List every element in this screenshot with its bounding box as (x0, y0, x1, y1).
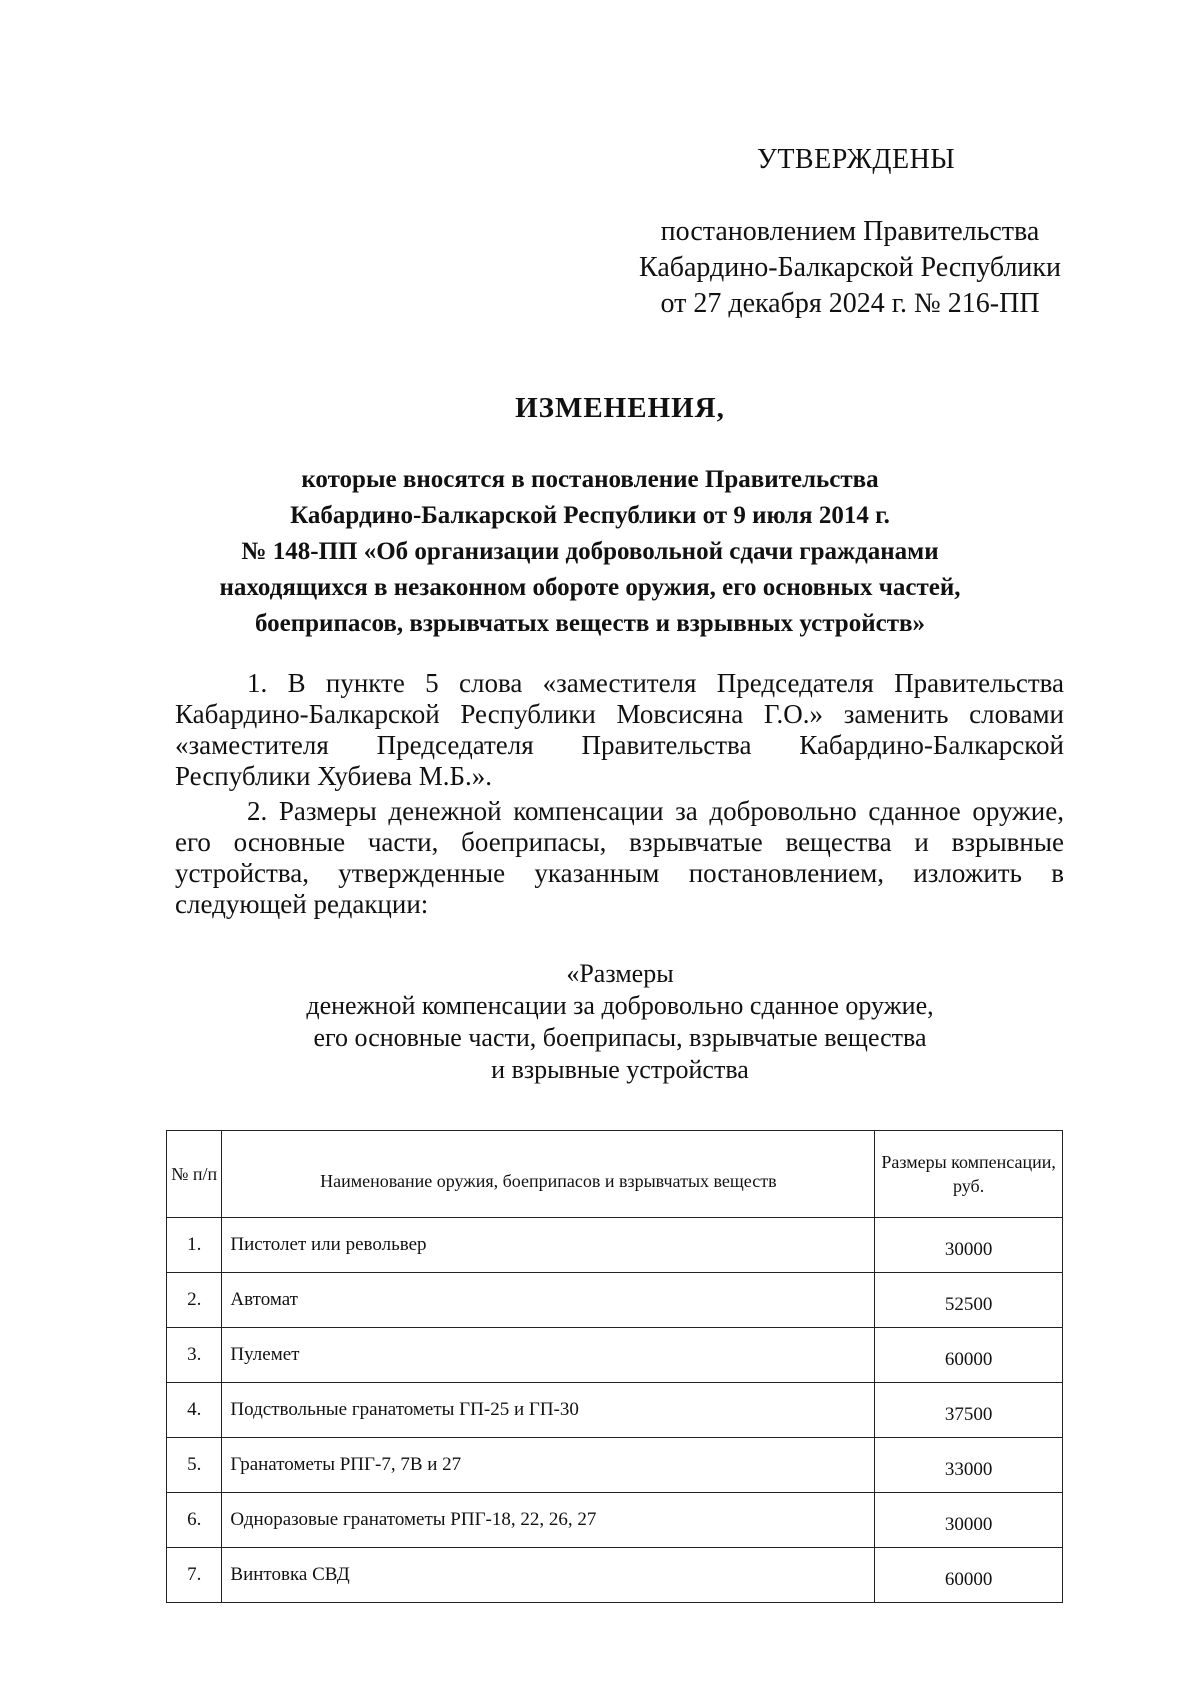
subtitle-line: № 148-ПП «Об организации добровольной сдачи гражданами (241, 538, 939, 565)
table-row (167, 1438, 1063, 1493)
row-num: 2. (167, 1273, 222, 1328)
row-num: 3. (167, 1328, 222, 1383)
row-value: 37500 (875, 1383, 1063, 1438)
row-name: Гранатометы РПГ-7, 7В и 27 (222, 1438, 875, 1493)
subtitle-line: находящихся в незаконном обороте оружия, его основных частей, (219, 574, 961, 601)
row-name: Пулемет (222, 1328, 875, 1383)
caption-line: денежной компенсации за добровольно сданное оружие, (306, 991, 934, 1020)
header-value: Размеры компенсации, руб. (875, 1131, 1063, 1218)
row-num: 7. (167, 1548, 222, 1603)
row-value: 52500 (875, 1273, 1063, 1328)
subtitle-line: боеприпасов, взрывчатых веществ и взрывных устройств» (254, 610, 925, 637)
row-name: Винтовка СВД (222, 1548, 875, 1603)
caption-line: «Размеры (566, 959, 674, 988)
document-title: ИЗМЕНЕНИЯ, (515, 392, 725, 424)
table-row (167, 1493, 1063, 1548)
row-name: Автомат (222, 1273, 875, 1328)
subtitle-line: которые вносятся в постановление Правительства (301, 466, 879, 493)
table-row (167, 1383, 1063, 1438)
paragraph-2: 2. Размеры денежной компенсации за добровольно сданное оружие, его основные части, боеприпасы, взрывчатые вещества и взрывные устройства, утвержденные указанным постановлением, изложить в следующей редакции: (175, 796, 1064, 919)
subtitle-line: Кабардино-Балкарской Республики от 9 июля 2014 г. (290, 502, 890, 529)
paragraph-1: 1. В пункте 5 слова «заместителя Председателя Правительства Кабардино-Балкарской Республики Мовсисяна Г.О.» заменить словами «заместителя Председателя Правительства Кабардино-Балкарской Республики Хубиева М.Б.». (175, 668, 1064, 791)
header-num: № п/п (167, 1131, 222, 1218)
document-subtitle (60, 462, 1120, 642)
row-value: 33000 (875, 1438, 1063, 1493)
row-name: Одноразовые гранатометы РПГ-18, 22, 26, 27 (222, 1493, 875, 1548)
table-row (167, 1328, 1063, 1383)
row-num: 1. (167, 1218, 222, 1273)
table-body (167, 1218, 1063, 1603)
row-name: Пистолет или револьвер (222, 1218, 875, 1273)
table-row (167, 1273, 1063, 1328)
approval-line: Кабардино-Балкарской Республики (639, 252, 1061, 283)
caption-line: и взрывные устройства (491, 1055, 749, 1084)
approval-block (0, 144, 1200, 319)
approval-line: постановлением Правительства (660, 216, 1040, 247)
table-row (167, 1548, 1063, 1603)
approval-line: от 27 декабря 2024 г. № 216-ПП (660, 288, 1040, 319)
compensation-table (166, 1130, 1063, 1603)
row-num: 4. (167, 1383, 222, 1438)
row-value: 60000 (875, 1548, 1063, 1603)
row-value: 30000 (875, 1218, 1063, 1273)
row-num: 5. (167, 1438, 222, 1493)
header-name: Наименование оружия, боеприпасов и взрывчатых веществ (222, 1131, 875, 1218)
approval-reference (600, 214, 1100, 322)
row-name: Подствольные гранатометы ГП-25 и ГП-30 (222, 1383, 875, 1438)
row-value: 30000 (875, 1493, 1063, 1548)
table-header-row (167, 1131, 1063, 1218)
table-caption (200, 958, 1040, 1086)
row-num: 6. (167, 1493, 222, 1548)
approval-title: УТВЕРЖДЕНЫ (757, 144, 956, 175)
row-value: 60000 (875, 1328, 1063, 1383)
table-row (167, 1218, 1063, 1273)
caption-line: его основные части, боеприпасы, взрывчатые вещества (313, 1023, 927, 1052)
